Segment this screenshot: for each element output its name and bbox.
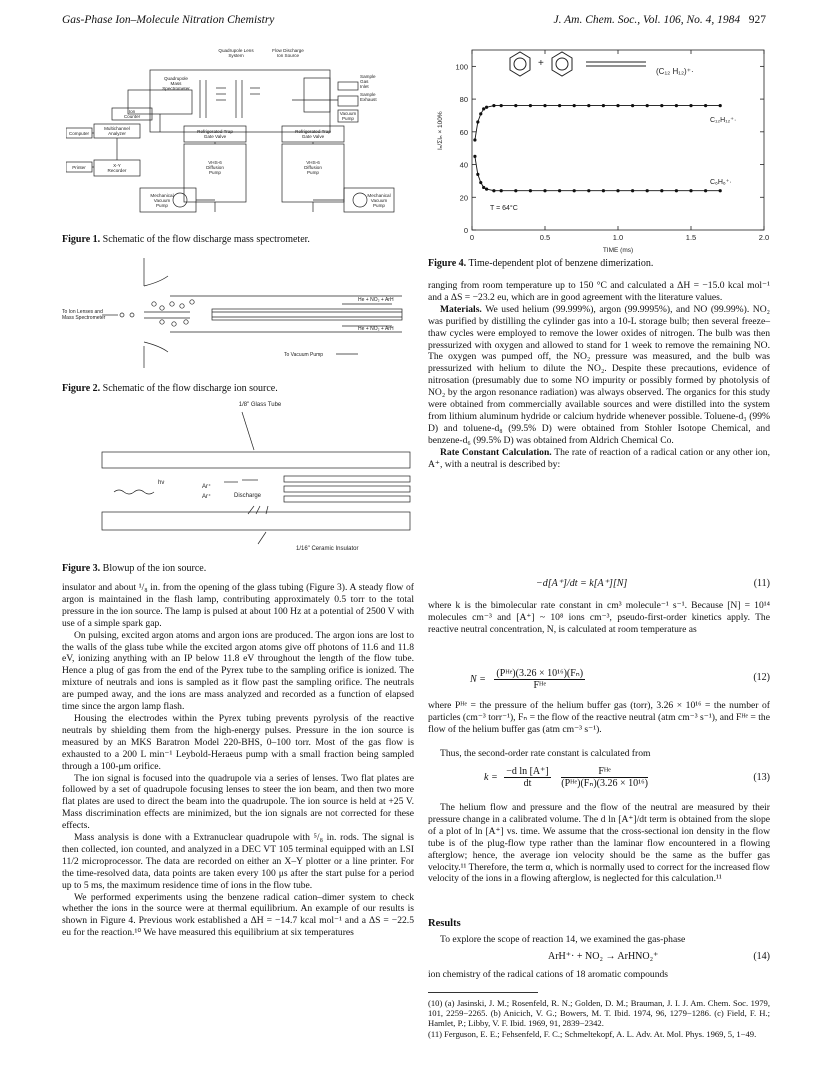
fig3-label: 1/8" Glass Tube bbox=[238, 402, 282, 408]
eq13-denominator-2: (Pᴴᵉ)(Fₙ)(3.26 × 10¹⁶) bbox=[561, 778, 648, 789]
figure-4-caption bbox=[428, 258, 770, 270]
figure-4-chart bbox=[428, 44, 772, 256]
materials-heading: Materials. bbox=[440, 303, 482, 315]
fig1-label: System bbox=[228, 53, 244, 58]
materials-text: We used helium (99.999%), argon (99.9995%), and NO (99.99%). NO₂ was purified by distilling the cylinder gas into a 10-L storage bulb; then several freeze–thaw cycles were employed to remove the lower oxides of nitrogen. The bulb was then pressurized with oxygen and allowed to stand for 1 week to remove the remaining NO. The oxygen was pumped off, the NO₂ pressure was measured, and the bulb was pressurized with helium to dilute the NO₂. Despite these precautions, evidence of nitrosation (presumably due to some NO impurity or possibly formed by photolysis of NO₂ by the argon resonance radiation) was always observed. The organics for this study were obtained from commercially available sources and were distilled into the system from lithium aluminum hydride or calcium hydride whenever possible. Toluene-d₃ (99% D) and toluene-d₈ (99.5% D) were obtained from Stohler Isotope Chemical, and benzene-d₆ (99.5% D) was obtained from Aldrich Chemical Co. bbox=[428, 303, 770, 446]
fig2-label: To Ion Lenses and bbox=[62, 309, 103, 315]
rate-text: The rate of reaction of a radical cation or any other ion, A⁺, with a neutral is described by: bbox=[428, 446, 770, 470]
paragraph: ion chemistry of the radical cations of 18 aromatic compounds bbox=[428, 969, 669, 980]
paragraph: where k is the bimolecular rate constant in cm³ molecule⁻¹ s⁻¹. Because [N] = 10¹⁴ molecules cm⁻³ and [A⁺] ~ 10⁸ ions cm⁻³, pseudo-first-order kinetics apply. The reactive neutral concentration, N, is calculated at room temperature as bbox=[428, 600, 770, 635]
data-point bbox=[476, 173, 479, 176]
fig1-label: Inlet bbox=[360, 84, 369, 89]
results-heading: Results bbox=[428, 918, 461, 929]
x-tick-label: 0 bbox=[469, 233, 475, 242]
benzene-ring-icon bbox=[552, 52, 572, 76]
figure-3-caption bbox=[62, 563, 414, 575]
fig4-dimer-label: C₁₂H₁₂⁺· bbox=[710, 117, 737, 124]
fig4-reaction-product: (C₁₂ H₁₂)⁺· bbox=[656, 67, 694, 76]
left-column-body bbox=[62, 582, 414, 939]
fig1-label: Gate Valve bbox=[301, 134, 325, 139]
journal-citation: J. Am. Chem. Soc., Vol. 106, No. 4, 1984 bbox=[553, 14, 741, 26]
fig3-label: hν bbox=[158, 480, 165, 486]
data-point bbox=[514, 104, 517, 107]
fig1-label: Diffusion bbox=[206, 165, 224, 170]
eq12-numerator: (Pᴴᵉ)(3.26 × 10¹⁶)(Fₙ) bbox=[496, 668, 584, 679]
data-point bbox=[543, 189, 546, 192]
fig2-label: Mass Spectrometer bbox=[62, 315, 106, 321]
data-point bbox=[529, 189, 532, 192]
fig1-label: Spectrometer bbox=[162, 86, 190, 91]
fig2-label: He + NO₂ + ArH bbox=[358, 326, 394, 332]
data-point bbox=[631, 104, 634, 107]
fig1-label: Vacuum bbox=[153, 198, 171, 203]
fig1-label: Diffusion bbox=[304, 165, 322, 170]
data-point bbox=[492, 189, 495, 192]
fig4-temperature: T = 64°C bbox=[490, 205, 518, 212]
fig1-label: Ion bbox=[128, 109, 136, 114]
fig1-label: Multichannel bbox=[104, 126, 130, 131]
fig3-label: Ar⁺ bbox=[202, 494, 212, 500]
eq13-numerator-1: −d ln [A⁺] bbox=[506, 766, 549, 777]
data-point bbox=[492, 104, 495, 107]
series-line-0 bbox=[475, 106, 720, 140]
fig1-label: Mass bbox=[170, 81, 182, 86]
paragraph: To explore the scope of reaction 14, we examined the gas-phase bbox=[440, 934, 686, 945]
series-line-1 bbox=[475, 156, 720, 190]
aromatic-circle-icon bbox=[556, 58, 568, 70]
paragraph: insulator and about ¹/₈ in. from the opening of the glass tubing (Figure 3). A steady flow of argon is maintained in the flash lamp, contributing approximately 0.5 torr to the total pressure in the ion source. The lamp is pulsed at about 100 Hz at a potential of 2500 V with use of a simple spark gap. bbox=[62, 582, 414, 629]
fig1-label: Sample bbox=[360, 74, 376, 79]
data-point bbox=[558, 104, 561, 107]
eq13-lhs: k = bbox=[484, 771, 498, 783]
data-point bbox=[500, 189, 503, 192]
fig1-label: Counter bbox=[123, 114, 141, 119]
eq13-denominator-1: dt bbox=[523, 778, 532, 789]
figure-1-caption bbox=[62, 234, 414, 246]
paragraph-after-13 bbox=[428, 802, 770, 885]
fig1-label: Pump bbox=[208, 170, 222, 175]
equation-11-number: (11) bbox=[753, 578, 770, 589]
data-point bbox=[482, 186, 485, 189]
paragraph: Housing the electrodes within the Pyrex tubing prevents pyrolysis of the reactive neutrals by shielding them from the high-energy pulses. Pressure in the ion source is measured by an MKS Baratron Model 220-BHS, 0–100 torr. Most of the gas flow is exhausted to a 200 L min⁻¹ Leybold-Heraeus pump with a small fraction being sampled through a 100-μm orifice. bbox=[62, 712, 414, 772]
data-point bbox=[476, 120, 479, 123]
fig1-label: Analyzer bbox=[108, 131, 126, 136]
x-tick-label: 0.5 bbox=[539, 233, 551, 242]
paragraph: where Pᴴᵉ = the pressure of the helium buffer gas (torr), 3.26 × 10¹⁶ = the number of particles (cm⁻³ torr⁻¹), Fₙ = the flow of the reactive neutral (atm cm⁻³ s⁻¹), and Fᴴᵉ = the flow of the helium buffer gas (atm cm⁻³ s⁻¹). bbox=[428, 700, 770, 735]
benzene-reaction-scheme bbox=[510, 52, 646, 76]
data-point bbox=[573, 189, 576, 192]
data-point bbox=[602, 189, 605, 192]
y-tick-label: 0 bbox=[463, 226, 468, 235]
equation-14-number: (14) bbox=[753, 951, 770, 962]
figure-2-schematic bbox=[62, 256, 412, 376]
data-point bbox=[529, 104, 532, 107]
data-point bbox=[631, 189, 634, 192]
reference-10: (10) (a) Jasinski, J. M.; Rosenfeld, R. N.; Golden, D. M.; Brauman, J. I. J. Am. Chem. Soc. 1979, 101, 2259−2265. (b) Anicich, V. G.; Bowers, M. T. Ibid. 1974, 96, 1279−1286. (c) Field, F. H.; Hamlet, P.; Libby, V. F. Ibid. 1969, 91, 2839−2342. bbox=[428, 998, 770, 1029]
data-point bbox=[573, 104, 576, 107]
data-point bbox=[587, 104, 590, 107]
running-header-journal bbox=[553, 14, 766, 26]
fig2-label: He + NO₂ + ArH bbox=[358, 297, 394, 303]
fig1-label: Vacuum bbox=[370, 198, 388, 203]
y-tick-label: 80 bbox=[459, 95, 468, 105]
fig1-label: Pump bbox=[155, 203, 169, 208]
fig3-label: 1/16" Ceramic Insulator bbox=[296, 546, 359, 552]
eq12-lhs: N = bbox=[470, 673, 486, 685]
fig2-label: To Vacuum Pump bbox=[284, 352, 324, 358]
data-point bbox=[485, 187, 488, 190]
paragraph: We performed experiments using the benzene radical cation–dimer system to check whether the ions in the source were at thermal equilibrium. An example of our results is shown in Figure 4. Previous work established a ΔH = −14.7 kcal mol⁻¹ and a ΔS = −22.5 eu for the reaction.¹⁰ We have measured this equilibrium at six temperatures bbox=[62, 891, 414, 939]
equation-13 bbox=[484, 766, 648, 789]
data-point bbox=[558, 189, 561, 192]
data-point bbox=[719, 189, 722, 192]
data-point bbox=[660, 104, 663, 107]
paragraph: The helium flow and pressure and the flow of the neutral are measured by their pressure change in a calibrated volume. The d ln [A⁺]/dt term is obtained from the slope of a plot of ln [A⁺] vs. time. We assume that the cross-sectional ion density in the flow tube is of the plug-flow type rather than the laminar flow encountered in a flowing afterglow; hence, the average ion velocity should be the same as the buffer gas velocity.¹¹ Therefore, the term α, which is normally used to correct for the increased flow velocity of the ions in a flowing afterglow, is neglected for this calculation.¹¹ bbox=[428, 802, 770, 885]
fig1-label: Refrigerated Trap bbox=[295, 129, 331, 134]
x-tick-label: 1.0 bbox=[612, 233, 624, 242]
fig4-xlabel: TIME (ms) bbox=[602, 247, 634, 254]
fig1-label: Exhaust bbox=[360, 97, 377, 102]
paragraph: ranging from room temperature up to 150 °C and calculated a ΔH = −15.0 kcal mol⁻¹ and a ΔS = −23.2 eu, which are in good agreement with the literature values. bbox=[428, 280, 770, 303]
data-point bbox=[473, 138, 476, 141]
fig1-label: VHS-6 bbox=[306, 160, 320, 165]
right-column-body bbox=[428, 280, 770, 471]
fig1-label: Pump bbox=[372, 203, 386, 208]
figure-3-label: Figure 3. bbox=[62, 563, 101, 574]
reference-11: (11) Ferguson, E. E.; Fehsenfeld, F. C.; Schmeltekopf, A. L. Adv. At. Mol. Phys. 1969, 5, 1−49. bbox=[428, 1028, 757, 1039]
equation-12-number: (12) bbox=[753, 672, 770, 683]
materials-paragraph bbox=[428, 304, 770, 447]
y-tick-label: 60 bbox=[459, 127, 468, 137]
plot-frame bbox=[472, 50, 764, 230]
equation-12 bbox=[470, 668, 585, 691]
figure-1-caption-text: Schematic of the flow discharge mass spectrometer. bbox=[102, 234, 310, 245]
data-point bbox=[660, 189, 663, 192]
fig1-label: Printer bbox=[72, 165, 86, 170]
fig1-label: Recorder bbox=[107, 168, 127, 173]
rate-heading: Rate Constant Calculation. bbox=[440, 446, 552, 458]
figure-2-caption bbox=[62, 383, 414, 395]
fig1-label: Pump bbox=[306, 170, 320, 175]
fig1-label: Gas bbox=[360, 79, 369, 84]
data-point bbox=[587, 189, 590, 192]
data-point bbox=[689, 189, 692, 192]
data-point bbox=[500, 104, 503, 107]
equation-14: ArH⁺· + NO₂ → ArHNO₂⁺ bbox=[548, 951, 659, 962]
figure-2-caption-text: Schematic of the flow discharge ion source. bbox=[102, 383, 278, 394]
data-point bbox=[689, 104, 692, 107]
fig1-label: Computer bbox=[68, 131, 90, 136]
data-point bbox=[616, 189, 619, 192]
data-point bbox=[675, 104, 678, 107]
eq12-denominator: Fᴴᵉ bbox=[533, 680, 547, 691]
data-point bbox=[473, 155, 476, 158]
data-point bbox=[616, 104, 619, 107]
fig1-label: Refrigerated Trap bbox=[197, 129, 233, 134]
footnote-rule bbox=[428, 992, 538, 993]
data-point bbox=[602, 104, 605, 107]
figure-3-caption-text: Blowup of the ion source. bbox=[102, 563, 207, 574]
y-tick-label: 40 bbox=[459, 160, 468, 170]
aromatic-circle-icon bbox=[514, 58, 526, 70]
figure-1-label: Figure 1. bbox=[62, 234, 101, 245]
plus-sign-icon: + bbox=[538, 58, 544, 69]
fig1-label: Quadrupole bbox=[163, 76, 189, 81]
eq13-numerator-2: Fᴴᵉ bbox=[561, 766, 648, 778]
equation-11: −d[A⁺]/dt = k[A⁺][N] bbox=[536, 578, 628, 589]
data-point bbox=[543, 104, 546, 107]
rate-paragraph bbox=[428, 447, 770, 471]
fig1-label: Quadrupole Lens bbox=[218, 48, 254, 53]
fig1-label: Pump bbox=[341, 116, 355, 121]
data-point bbox=[646, 104, 649, 107]
x-tick-label: 1.5 bbox=[685, 233, 697, 242]
fig3-label: Ar⁺ bbox=[202, 484, 212, 490]
x-tick-label: 2.0 bbox=[758, 233, 770, 242]
figure-1-schematic bbox=[66, 48, 406, 230]
paragraph: The ion signal is focused into the quadrupole via a series of lenses. Two flat plates are followed by a set of quadrupole focusing lenses to steer the ion beam, and then two more flat plates are used to direct the beam into the quadrupole. The ion source is held at +25 V. Mass discrimination effects are minimized, but the ion signals are not corrected for these effects. bbox=[62, 772, 414, 832]
equation-13-number: (13) bbox=[753, 772, 770, 783]
fig1-label: X-Y bbox=[113, 163, 121, 168]
fig3-label: Discharge bbox=[234, 493, 262, 499]
page-number: 927 bbox=[748, 14, 766, 26]
data-point bbox=[646, 189, 649, 192]
benzene-ring-icon bbox=[510, 52, 530, 76]
fig1-label: Vacuum bbox=[339, 111, 357, 116]
data-point bbox=[482, 107, 485, 110]
figure-3-schematic bbox=[62, 398, 412, 556]
fig1-label: Mechanical bbox=[367, 193, 391, 198]
fig1-label: Mechanical bbox=[150, 193, 174, 198]
fig1-label: Flow Discharge bbox=[272, 48, 304, 53]
y-tick-label: 100 bbox=[455, 62, 468, 72]
data-point bbox=[675, 189, 678, 192]
running-header-title: Gas-Phase Ion–Molecule Nitration Chemistry bbox=[62, 14, 275, 26]
figure-4-label: Figure 4. bbox=[428, 258, 467, 269]
paragraph: Mass analysis is done with a Extranuclear quadrupole with ⁵/₈ in. rods. The signal is then collected, ion counted, and analyzed in a DEC VT 105 terminal equipped with an LSI 11/2 microprocessor. The data are recorded on either an X–Y plotter or a line printer. For the time-resolved data, data points are taken every 100 μs after the start pulse for a period up to 5 ms, the maximum residence time of ions in the flow tube. bbox=[62, 832, 414, 891]
figure-2-label: Figure 2. bbox=[62, 383, 101, 394]
results-intro bbox=[428, 934, 770, 946]
fig4-ylabel: Iₙ/ΣIₙ × 100% bbox=[437, 111, 444, 150]
data-point bbox=[485, 106, 488, 109]
y-tick-label: 20 bbox=[459, 193, 468, 203]
data-point bbox=[514, 189, 517, 192]
paragraph: Thus, the second-order rate constant is calculated from bbox=[440, 748, 651, 759]
fig1-label: Sample bbox=[360, 92, 376, 97]
references bbox=[428, 998, 770, 1039]
fig4-monomer-label: C₆H₆⁺· bbox=[710, 179, 732, 186]
data-point bbox=[704, 104, 707, 107]
data-point bbox=[479, 181, 482, 184]
data-point bbox=[479, 112, 482, 115]
paragraph: On pulsing, excited argon atoms and argon ions are produced. The argon ions are lost to the walls of the glass tube while the excited argon atoms give off photons of 11.6 and 11.8 eV, ionizing anything with an IP below 11.8 eV throughout the length of the flow tube. Hence a plug of gas from the end of the Pyrex tube to the sampling orifice is ionized. The mixture of neutrals and ions is sampled as it flow past the sampling orifice. The neutrals are pumped away, and the ions are mass analyzed and recorded as a function of elapsed time since the argon lamp flash. bbox=[62, 629, 414, 713]
data-point bbox=[719, 104, 722, 107]
fig1-label: VHS-6 bbox=[208, 160, 222, 165]
figure-4-caption-text: Time-dependent plot of benzene dimerization. bbox=[468, 258, 654, 269]
fig1-label: Gate Valve bbox=[203, 134, 227, 139]
paragraph-thus bbox=[428, 748, 770, 760]
data-point bbox=[704, 189, 707, 192]
fig1-label: Ion Source bbox=[276, 53, 300, 58]
